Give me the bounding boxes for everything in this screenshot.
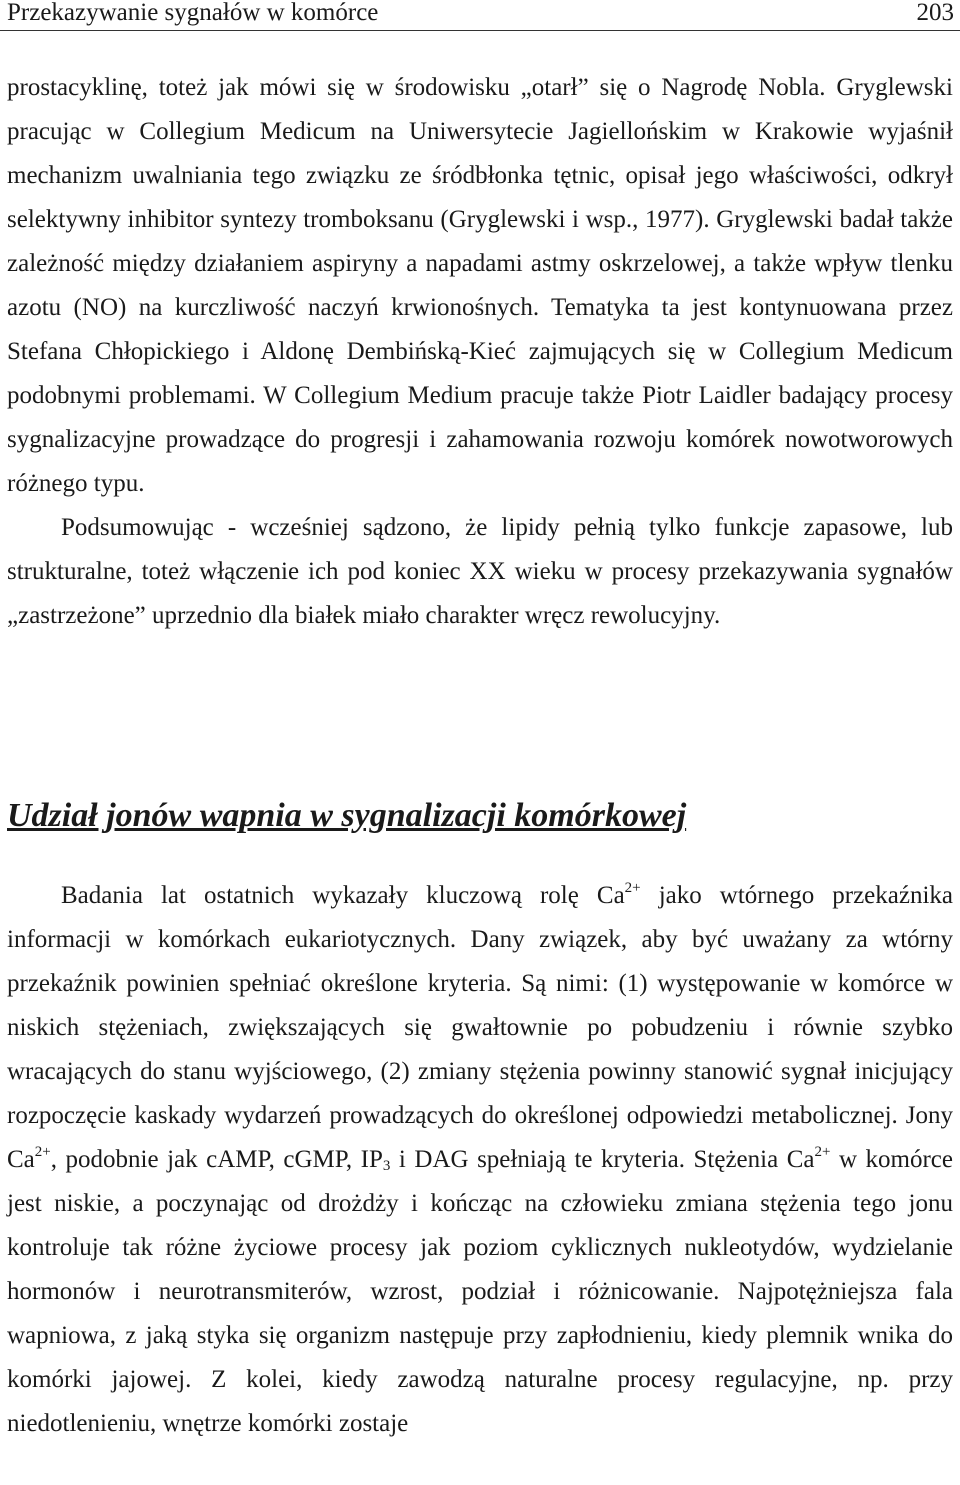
running-title: Przekazywanie sygnałów w komórce [7, 0, 379, 26]
text-run: i DAG spełniają te kryteria. Stężenia Ca [390, 1146, 815, 1173]
paragraph-gryglewski: prostacyklinę, toteż jak mówi się w środowisku „otarł” się o Nagrodę Nobla. Gryglewski pracując w Collegium Medicum na Uniwersytecie Jagiellońskim w Krakowie wyjaśnił mechanizm uwalniania tego związku ze śródbłonka tętnic, opisał jego właściwości, odkrył selektywny inhibitor syntezy tromboksanu (Gryglewski i wsp., 1977). Gryglewski badał także zależność między działaniem aspiryny a napadami astmy oskrzelowej, a także wpływ tlenku azotu (NO) na kurczliwość naczyń krwionośnych. Tematyka ta jest kontynuowana przez Stefana Chłopickiego i Aldonę Dembińską-Kieć zajmujących się w Collegium Medicum podobnymi problemami. W Collegium Medium pracuje także Piotr Laidler badający procesy sygnalizacyjne prowadzące do progresji i zahamowania rozwoju komórek nowotworowych różnego typu. [7, 74, 953, 497]
text-run: Badania lat ostatnich wykazały kluczową rolę Ca [61, 882, 625, 909]
superscript-charge: 2+ [814, 1144, 831, 1160]
paragraph-calcium [7, 874, 953, 1446]
superscript-charge: 2+ [34, 1144, 51, 1160]
subscript-index: 3 [382, 1158, 391, 1174]
running-header [0, 0, 960, 31]
body-text-section [7, 874, 953, 1446]
superscript-charge: 2+ [624, 880, 641, 896]
text-run: jako wtórnego przekaźnika informacji w komórkach eukariotycznych. Dany związek, aby być uważany za wtórny przekaźnik powinien spełniać określone kryteria. Są nimi: (1) występowanie w komórce w niskich stężeniach, zwiększających się gwałtownie po pobudzeniu i równie szybko wracających do stanu wyjściowego, (2) zmiany stężenia powinny stanowić sygnał inicjujący rozpoczęcie kaskady wydarzeń prowadzących do określonej odpowiedzi metabolicznej. Jony Ca [7, 882, 954, 1173]
section-heading: Udział jonów wapnia w sygnalizacji komórkowej [7, 797, 687, 834]
paragraph-summary: Podsumowując - wcześniej sądzono, że lipidy pełnią tylko funkcje zapasowe, lub strukturalne, toteż włączenie ich pod koniec XX wieku w procesy przekazywania sygnałów „zastrzeżone” uprzednio dla białek miało charakter wręcz rewolucyjny. [7, 514, 953, 629]
page-number: 203 [916, 0, 954, 26]
body-text-top [7, 66, 953, 638]
text-run: , podobnie jak cAMP, cGMP, IP [50, 1146, 383, 1173]
text-run: w komórce jest niskie, a poczynając od drożdży i kończąc na człowieku zmiana stężenia tego jonu kontroluje tak różne życiowe procesy jak poziom cyklicznych nukleotydów, wydzielanie hormonów i neurotransmiterów, wzrost, podział i różnicowanie. Najpotężniejsza fala wapniowa, z jaką styka się organizm następuje przy zapłodnieniu, kiedy plemnik wnika do komórki jajowej. Z kolei, kiedy zawodzą naturalne procesy regulacyjne, np. przy niedotlenieniu, wnętrze komórki zostaje [7, 1146, 953, 1437]
